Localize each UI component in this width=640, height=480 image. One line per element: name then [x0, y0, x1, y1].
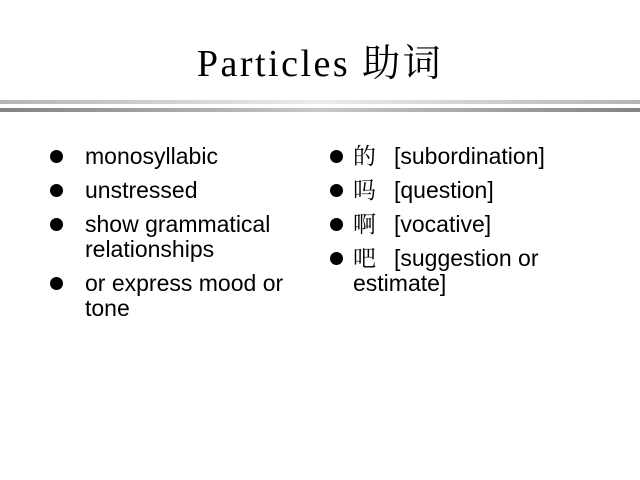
- list-item: [50, 271, 330, 321]
- particle-character: 吗: [353, 178, 376, 203]
- bullet-icon: [50, 150, 63, 163]
- list-item: [330, 144, 590, 169]
- slide-title: Particles 助词: [196, 43, 444, 85]
- bullet-icon: [50, 277, 63, 290]
- list-item: [50, 144, 330, 169]
- bullet-icon: [50, 218, 63, 231]
- bullet-text: [353, 144, 590, 169]
- list-item: [330, 246, 590, 296]
- list-item: [50, 212, 330, 262]
- particle-gloss: [suggestion or estimate]: [353, 245, 539, 296]
- bullet-icon: [50, 184, 63, 197]
- particle-gloss: [subordination]: [394, 143, 545, 169]
- bullet-icon: [330, 184, 343, 197]
- right-bullet-list: [330, 144, 590, 305]
- bullet-text: [353, 178, 590, 203]
- bullet-icon: [330, 252, 343, 265]
- list-item: [330, 178, 590, 203]
- list-item: [330, 212, 590, 237]
- bullet-text: show grammatical relationships: [85, 211, 271, 262]
- particle-character: 吧: [353, 246, 376, 271]
- bullet-text: unstressed: [85, 177, 198, 203]
- bullet-text: [353, 246, 590, 296]
- list-item: [50, 178, 330, 203]
- bullet-icon: [330, 218, 343, 231]
- bullet-icon: [330, 150, 343, 163]
- left-bullet-list: [50, 144, 330, 330]
- title-divider-light-rule: [0, 100, 640, 104]
- particle-character: 啊: [353, 212, 376, 237]
- content-columns: [50, 144, 590, 330]
- bullet-text: or express mood or tone: [85, 270, 284, 321]
- particle-gloss: [question]: [394, 177, 494, 203]
- bullet-text: monosyllabic: [85, 143, 218, 169]
- bullet-text: [353, 212, 590, 237]
- particle-character: 的: [353, 144, 376, 169]
- particle-gloss: [vocative]: [394, 211, 492, 237]
- title-divider-dark-rule: [0, 108, 640, 112]
